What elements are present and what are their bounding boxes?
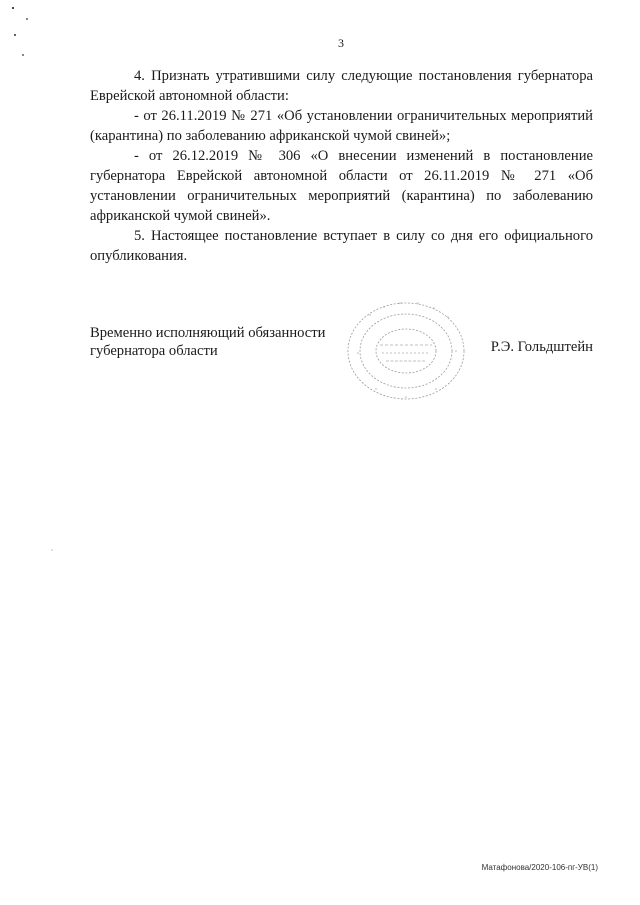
- paragraph-repeal-306: - от 26.12.2019 № 306 «О внесении изменений в постановление губернатора Еврейской автономной области от 26.11.2019 № 271 «Об установлении ограничительных мероприятий (карантина) по заболеванию африканской чумой свиней».: [90, 148, 593, 224]
- signatory-position: [90, 324, 325, 360]
- document-body: [90, 66, 593, 266]
- page-number: 3: [338, 36, 344, 50]
- document-reference-code: Матафонова/2020-106-пг-УВ(1): [481, 863, 598, 872]
- official-seal: [340, 293, 470, 403]
- signatory-name: Р.Э. Гольдштейн: [490, 339, 593, 355]
- signatory-position-line-1: Временно исполняющий обязанности: [90, 325, 326, 341]
- signatory-position-line-2: губернатора области: [90, 343, 218, 359]
- paragraph-repeal-271: - от 26.11.2019 № 271 «Об установлении ограничительных мероприятий (карантина) по заболеванию африканской чумой свиней»;: [90, 108, 593, 144]
- paragraph-item-4: 4. Признать утратившими силу следующие постановления губернатора Еврейской автономной области:: [90, 68, 593, 104]
- paragraph-item-5: 5. Настоящее постановление вступает в силу со дня его официального опубликования.: [90, 228, 593, 264]
